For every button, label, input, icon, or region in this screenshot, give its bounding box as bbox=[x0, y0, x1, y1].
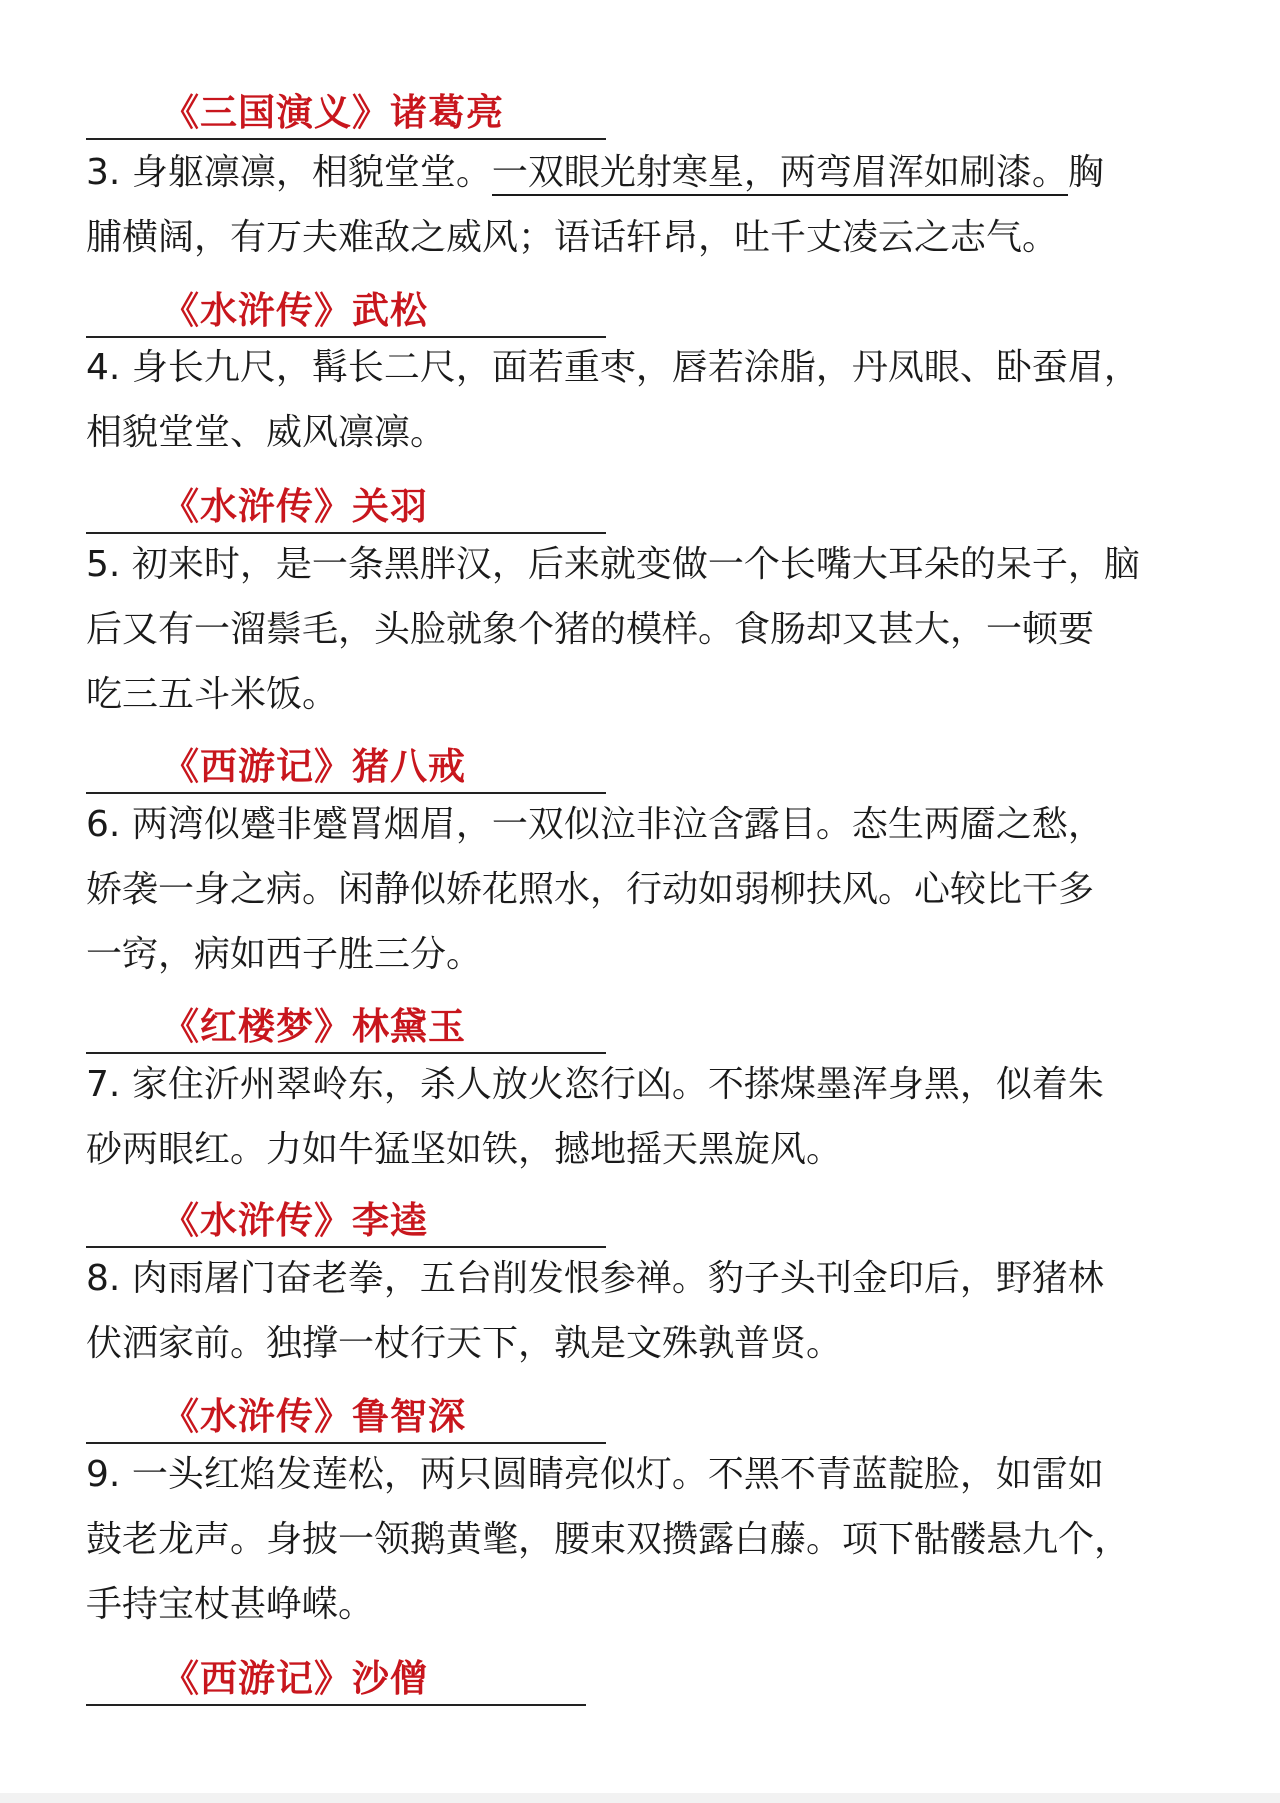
question-line bbox=[86, 857, 1196, 922]
question-number: 4. bbox=[86, 347, 121, 388]
question-5 bbox=[86, 532, 1196, 727]
question-line bbox=[86, 1442, 1196, 1507]
question-9 bbox=[86, 1442, 1196, 1637]
answer-text: 《西游记》猪八戒 bbox=[162, 744, 466, 788]
question-line bbox=[86, 597, 1196, 662]
question-line bbox=[86, 662, 1196, 727]
question-text: 手持宝杖甚峥嵘。 bbox=[86, 1584, 375, 1625]
question-6 bbox=[86, 792, 1196, 987]
answer-line bbox=[86, 738, 606, 794]
question-line bbox=[86, 1117, 1196, 1182]
question-line bbox=[86, 792, 1196, 857]
question-line bbox=[86, 400, 1196, 465]
question-line bbox=[86, 1507, 1196, 1572]
answer-line bbox=[86, 1192, 606, 1248]
answer-line bbox=[86, 998, 606, 1054]
question-text: 家住沂州翠岭东，杀人放火恣行凶。不搽煤墨浑身黑，似着朱 bbox=[131, 1064, 1104, 1105]
question-line bbox=[86, 1311, 1196, 1376]
question-line bbox=[86, 532, 1196, 597]
answer-line bbox=[86, 1388, 606, 1444]
question-8 bbox=[86, 1246, 1196, 1376]
question-text: 伏洒家前。独撑一杖行天下，孰是文殊孰普贤。 bbox=[86, 1323, 843, 1364]
question-4 bbox=[86, 335, 1196, 465]
answer-line bbox=[86, 282, 606, 338]
question-text: 娇袭一身之病。闲静似娇花照水，行动如弱柳扶风。心较比干多 bbox=[86, 869, 1095, 910]
answer-text: 《红楼梦》林黛玉 bbox=[162, 1004, 466, 1048]
answer-line bbox=[86, 478, 606, 534]
underlined-text: 一双眼光射寒星，两弯眉浑如刷漆。 bbox=[492, 152, 1068, 196]
answer-text: 《三国演义》诸葛亮 bbox=[162, 90, 504, 134]
question-number: 6. bbox=[86, 804, 121, 845]
question-text: 相貌堂堂、威风凛凛。 bbox=[86, 412, 447, 453]
answer-line bbox=[86, 84, 606, 140]
question-number: 7. bbox=[86, 1064, 121, 1105]
question-line bbox=[86, 140, 1196, 205]
question-number: 3. bbox=[86, 152, 121, 193]
question-text: 吃三五斗米饭。 bbox=[86, 674, 339, 715]
question-number: 9. bbox=[86, 1454, 121, 1495]
question-text: 肉雨屠门奋老拳，五台削发恨参禅。豹子头刊金印后，野猪林 bbox=[131, 1258, 1104, 1299]
answer-text: 《水浒传》武松 bbox=[162, 288, 428, 332]
question-text: 砂两眼红。力如牛猛坚如铁，撼地摇天黑旋风。 bbox=[86, 1129, 843, 1170]
question-number: 5. bbox=[86, 544, 121, 585]
question-line bbox=[86, 1572, 1196, 1637]
question-line bbox=[86, 205, 1196, 270]
question-line bbox=[86, 1052, 1196, 1117]
question-line bbox=[86, 335, 1196, 400]
question-text: 脯横阔，有万夫难敌之威风；语话轩昂，吐千丈凌云之志气。 bbox=[86, 217, 1059, 258]
question-text: 两湾似蹙非蹙罥烟眉，一双似泣非泣含露目。态生两靥之愁， bbox=[131, 804, 1104, 845]
question-text: 初来时，是一条黑胖汉，后来就变做一个长嘴大耳朵的呆子，脑 bbox=[131, 544, 1140, 585]
page-bottom-bar bbox=[0, 1793, 1280, 1803]
answer-text: 《水浒传》李逵 bbox=[162, 1198, 428, 1242]
answer-text: 《水浒传》关羽 bbox=[162, 484, 428, 528]
question-text: 鼓老龙声。身披一领鹅黄氅，腰束双攒露白藤。项下骷髅悬九个， bbox=[86, 1519, 1131, 1560]
answer-line bbox=[86, 1650, 586, 1706]
question-text: 一头红焰发莲松，两只圆睛亮似灯。不黑不青蓝靛脸，如雷如 bbox=[131, 1454, 1104, 1495]
answer-text: 《水浒传》鲁智深 bbox=[162, 1394, 466, 1438]
question-text: 后又有一溜鬃毛，头脸就象个猪的模样。食肠却又甚大，一顿要 bbox=[86, 609, 1095, 650]
answer-text: 《西游记》沙僧 bbox=[162, 1656, 428, 1700]
question-line bbox=[86, 1246, 1196, 1311]
question-line bbox=[86, 922, 1196, 987]
question-text: 身长九尺，髯长二尺，面若重枣，唇若涂脂，丹凤眼、卧蚕眉， bbox=[131, 347, 1140, 388]
question-number: 8. bbox=[86, 1258, 121, 1299]
question-7 bbox=[86, 1052, 1196, 1182]
question-text: 一窍，病如西子胜三分。 bbox=[86, 934, 483, 975]
question-3 bbox=[86, 140, 1196, 270]
question-text: 身躯凛凛，相貌堂堂。 bbox=[131, 152, 492, 193]
question-text: 胸 bbox=[1067, 152, 1104, 193]
